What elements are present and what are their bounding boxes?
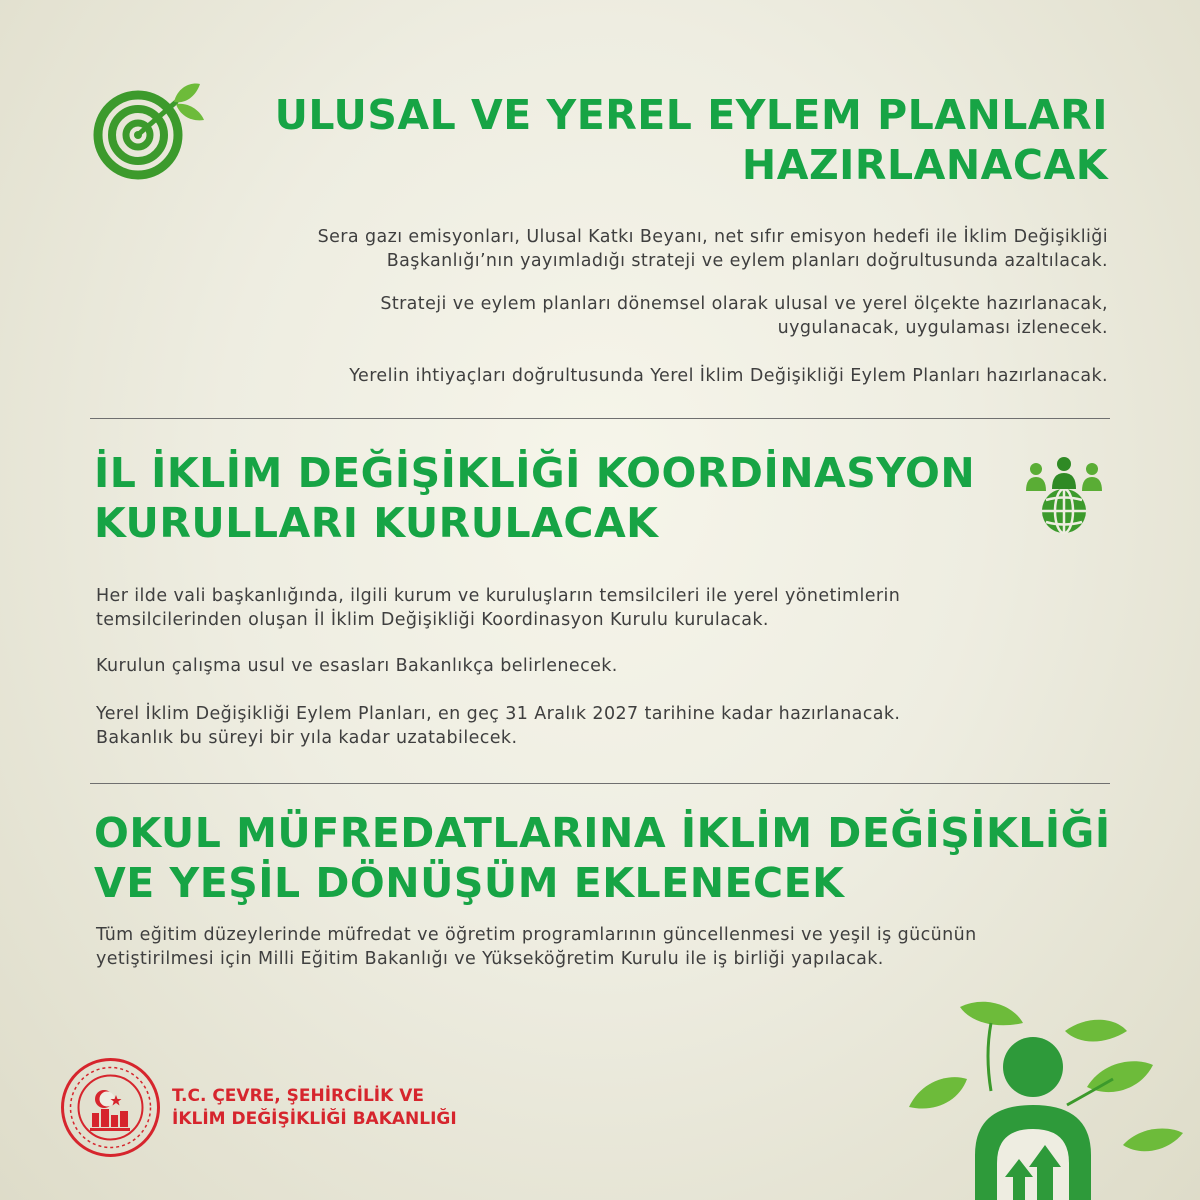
section3-title: OKUL MÜFREDATLARINA İKLİM DEĞİŞİKLİĞİ VE YEŞİL DÖNÜŞÜM EKLENECEK <box>94 809 1111 907</box>
section2-paragraph-3: Yerel İklim Değişikliği Eylem Planları, en geç 31 Aralık 2027 tarihine kadar hazırlanacak. Bakanlık bu süreyi bir yıla kadar uzatabilecek. <box>96 704 901 748</box>
divider-2 <box>90 783 1110 784</box>
section1-paragraph-2: Strateji ve eylem planları dönemsel olarak ulusal ve yerel ölçekte hazırlanacak, uygulanacak, uygulaması izlenecek. <box>380 294 1108 338</box>
section2-paragraph-1: Her ilde vali başkanlığında, ilgili kurum ve kuruluşların temsilcileri ile yerel yönetimlerin temsilcilerinden oluşan İl İklim Değişikliği Koordinasyon Kurulu kurulacak. <box>96 586 901 630</box>
section1-paragraph-3: Yerelin ihtiyaçları doğrultusunda Yerel İklim Değişikliği Eylem Planları hazırlanacak. <box>349 366 1108 386</box>
section2-paragraph-2: Kurulun çalışma usul ve esasları Bakanlıkça belirlenecek. <box>96 656 618 676</box>
section2-title: İL İKLİM DEĞİŞİKLİĞİ KOORDİNASYON KURULLARI KURULACAK <box>94 449 976 547</box>
ministry-name: T.C. ÇEVRE, ŞEHİRCİLİK VE İKLİM DEĞİŞİKLİĞİ BAKANLIĞI <box>172 1086 457 1129</box>
section1-title: ULUSAL VE YEREL EYLEM PLANLARI HAZIRLANACAK <box>274 91 1108 189</box>
ministry-seal-icon <box>58 1055 163 1160</box>
target-leaf-icon <box>88 80 213 180</box>
team-globe-icon <box>1022 455 1107 535</box>
section3-paragraph-1: Tüm eğitim düzeylerinde müfredat ve öğretim programlarının güncellenmesi ve yeşil iş gücünün yetiştirilmesi için Milli Eğitim Bakanlığı ve Yükseköğretim Kurulu ile iş birliği yapılacak. <box>96 925 977 969</box>
section1-paragraph-1: Sera gazı emisyonları, Ulusal Katkı Beyanı, net sıfır emisyon hedefi ile İklim Değişikliği Başkanlığı’nın yayımladığı strateji ve eylem planları doğrultusunda azaltılacak. <box>317 227 1108 271</box>
divider-1 <box>90 418 1110 419</box>
growth-person-icon <box>905 995 1200 1200</box>
